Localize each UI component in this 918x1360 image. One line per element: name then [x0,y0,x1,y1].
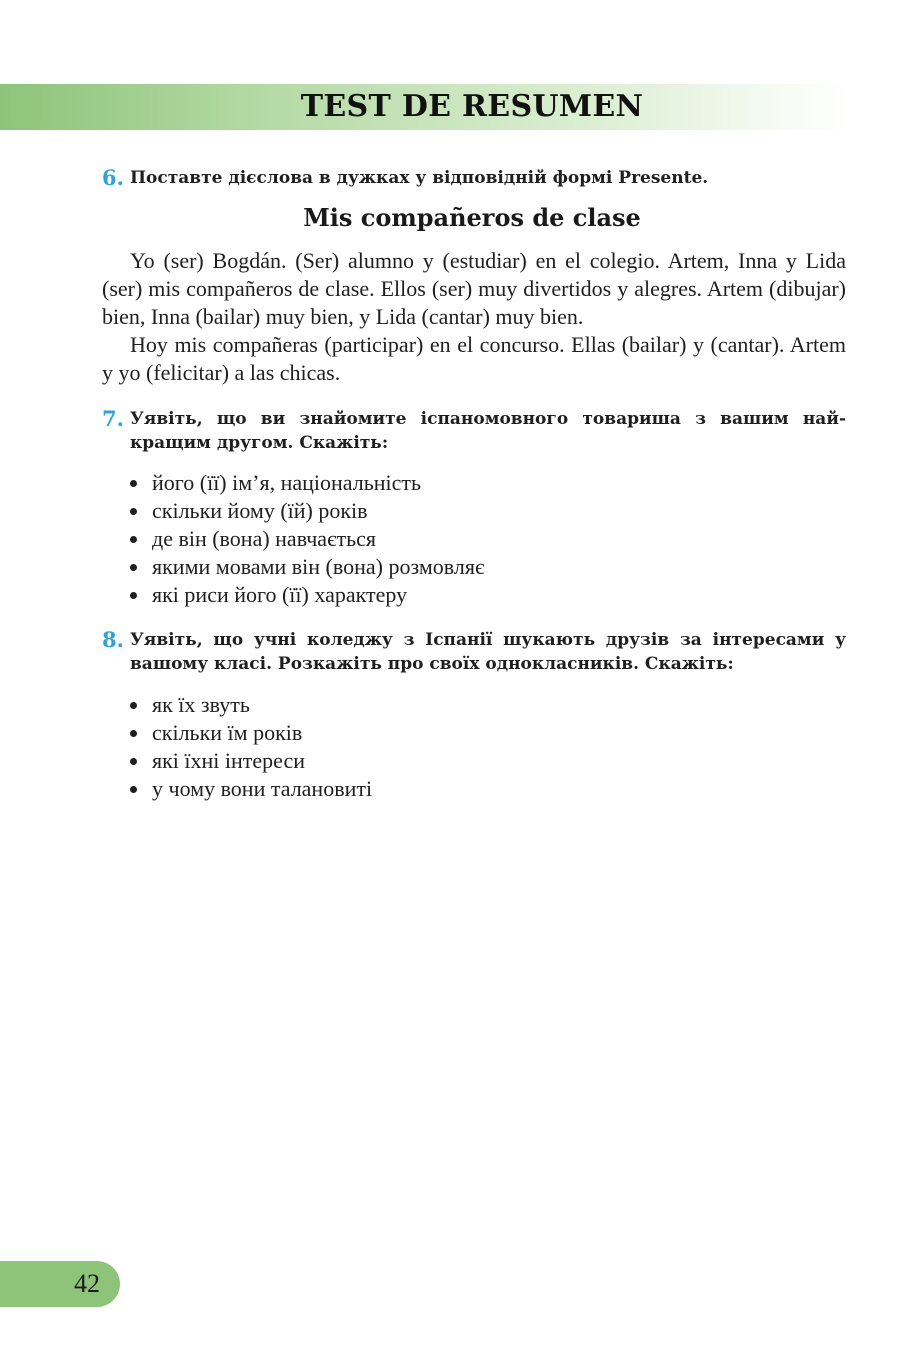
task-instruction: Уявіть, що ви знайомите іспаномовного товариша з вашим найкращим другом. Скажіть: [130,409,846,453]
list-item: де він (вона) навчається [130,525,830,553]
list-item: скільки йому (їй) років [130,497,830,525]
bullet-icon [130,730,137,737]
list-item: які їхні інтереси [130,747,830,775]
list-item: скільки їм років [130,719,830,747]
bullet-icon [130,786,137,793]
page-title: TEST DE RESUMEN [300,89,644,124]
task-8-list [130,691,830,803]
task-instruction: Поставте дієслова в дужках у відповідній формі Presente. [130,168,709,188]
bullet-icon [130,592,137,599]
bullet-icon [130,564,137,571]
story-paragraph: Hoy mis compañeras (participar) en el concurso. Ellas (bailar) y (cantar). Artem y yo (felicitar) a las chicas. [102,332,846,385]
list-item: у чому вони талановиті [130,775,830,803]
story-paragraph: Yo (ser) Bogdán. (Ser) alumno y (estudiar) en el colegio. Artem, Inna y Lida (ser) mis compañeros de clase. Ellos (ser) muy divertidos y alegres. Artem (dibujar) bien, Inna (bailar) muy bien, y Lida (cantar) muy bien. [102,248,846,329]
bullet-icon [130,536,137,543]
task-6 [102,166,846,190]
task-instruction: Уявіть, що учні коледжу з Іспанії шукають друзів за інтересами у вашому класі. Розкажіть про своїх однокласників. Скажіть: [130,630,846,674]
task-number: 7. [102,406,124,431]
bullet-icon [130,702,137,709]
task-number: 8. [102,627,124,652]
list-item: як їх звуть [130,691,830,719]
list-item: якими мовами він (вона) розмовляє [130,553,830,581]
story-text [102,247,846,387]
task-7-list [130,469,830,609]
task-7 [102,407,846,455]
task-8 [102,628,846,676]
list-item: його (її) ім’я, національність [130,469,830,497]
story-title: Mis compañeros de clase [303,203,641,232]
list-item: які риси його (її) характеру [130,581,830,609]
page-number-tab [0,1261,120,1307]
task-number: 6. [102,165,124,190]
bullet-icon [130,758,137,765]
bullet-icon [130,480,137,487]
page-number: 42 [74,1269,100,1298]
bullet-icon [130,508,137,515]
